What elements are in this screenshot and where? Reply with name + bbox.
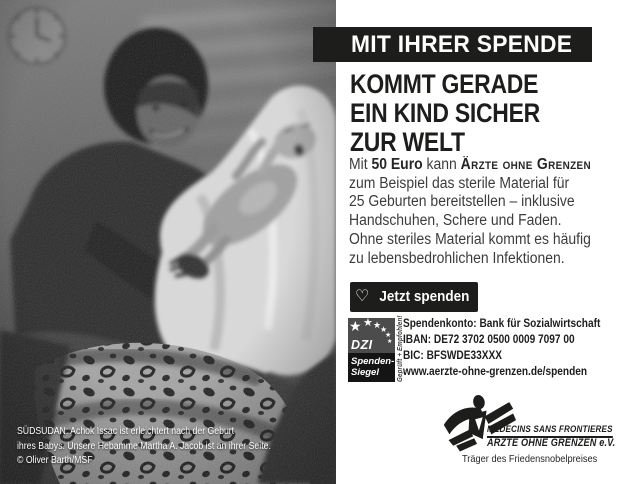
organization-name: Ärzte ohne Grenzen	[460, 156, 591, 173]
banner-label: MIT IHRER SPENDE	[351, 30, 573, 58]
donation-url[interactable]: www.aerzte-ohne-grenzen.de/spenden	[403, 365, 588, 378]
msf-tagline: Träger des Friedensnobelpreises	[462, 453, 598, 465]
photo-caption-line: SÜDSUDAN: Achok Issac ist erleichtert nach der Geburt	[17, 426, 235, 437]
photo-caption	[17, 425, 309, 469]
star-icon: ★	[349, 318, 362, 334]
star-icon: ★	[380, 325, 388, 334]
dzi-seal	[348, 315, 408, 382]
donation-iban: IBAN: DE72 3702 0500 0009 7097 00	[403, 333, 575, 346]
photo-caption-line: ihres Babys. Unsere Hebamme Martha A. Jacob ist an ihrer Seite.	[17, 440, 271, 452]
donate-button[interactable]	[350, 282, 478, 312]
dzi-vertical-claim: Geprüft + Empfohlen!	[397, 315, 404, 382]
dzi-seal-label-line: Spenden-	[351, 356, 395, 367]
msf-name-french: MEDECINS SANS FRONTIERES	[487, 424, 613, 438]
body-text: Mit	[349, 156, 372, 173]
donate-button-label: Jetzt spenden	[379, 289, 470, 305]
body-line	[349, 156, 591, 175]
dzi-seal-emblem	[348, 318, 395, 353]
page-title	[350, 70, 574, 157]
body-text: kann	[422, 156, 461, 173]
body-line: 25 Geburten bereitstellen – inklusive	[349, 193, 575, 211]
dzi-abbreviation: DZI	[351, 338, 373, 352]
body-line: zu lebensbedrohlichen Infektionen.	[349, 249, 565, 267]
headline-line: KOMMT GERADE	[350, 69, 539, 99]
star-icon: ★	[387, 339, 393, 345]
photo-credit: © Oliver Barth/MSF	[17, 455, 93, 467]
donation-bic: BIC: BFSWDE33XXX	[403, 349, 502, 362]
body-line: Handschuhen, Schere und Faden.	[349, 212, 562, 230]
donation-details	[403, 317, 627, 381]
star-icon: ★	[373, 320, 382, 330]
dzi-seal-label	[348, 353, 395, 382]
star-icon: ★	[363, 318, 373, 329]
headline-banner	[313, 27, 592, 62]
donation-amount: 50 Euro	[371, 156, 423, 173]
donation-account: Spendenkonto: Bank für Sozialwirtschaft	[403, 318, 601, 330]
dzi-seal-label-line: Siegel	[351, 366, 379, 378]
body-line: Ohne steriles Material kommt es häufig	[349, 230, 591, 248]
msf-logo	[440, 392, 620, 474]
body-line: zum Beispiel das sterile Material für	[349, 174, 570, 192]
headline-line: ZUR WELT	[350, 127, 465, 157]
headline-line: EIN KIND SICHER	[350, 98, 541, 128]
heart-outline-icon: ♡	[354, 287, 370, 305]
star-icon: ★	[385, 332, 392, 339]
body-copy	[349, 156, 618, 268]
msf-name-german: ÄRZTE OHNE GRENZEN e.V.	[487, 437, 616, 449]
